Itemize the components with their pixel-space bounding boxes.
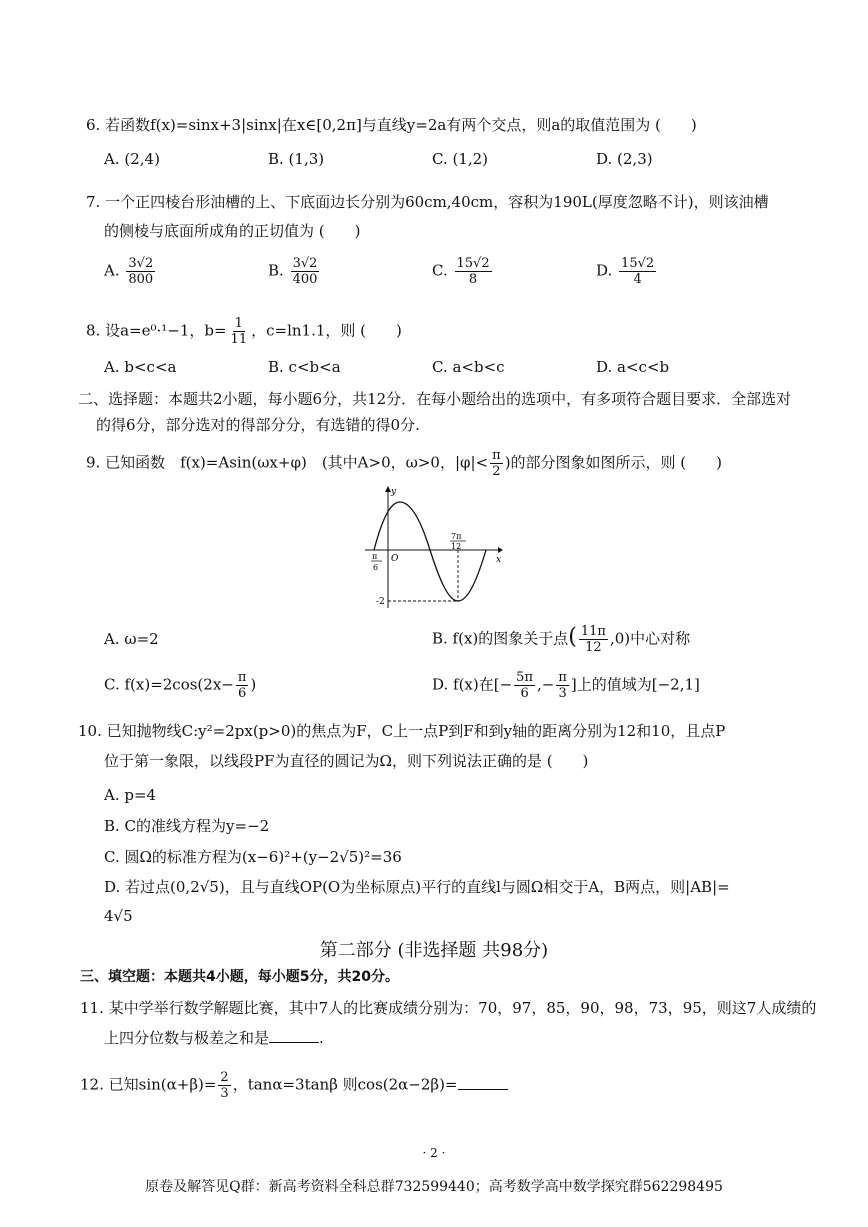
q9-option-c xyxy=(104,670,256,701)
fraction-denominator: 6 xyxy=(237,686,247,701)
q8-stem-part2: ，c=ln1.1，则 ( ) xyxy=(251,321,402,340)
origin-label: O xyxy=(391,554,399,564)
q9-option-d-part2: ]上的值域为[−2,1] xyxy=(570,675,700,694)
q10-option-a: A. p=4 xyxy=(104,786,157,804)
fraction-denominator: 8 xyxy=(468,272,478,287)
q7-option-b xyxy=(268,256,321,287)
q8-stem xyxy=(86,316,402,347)
q9-option-a: A. ω=2 xyxy=(104,630,159,648)
q12-fraction xyxy=(218,1070,230,1101)
q12-answer-blank[interactable] xyxy=(458,1075,508,1090)
footer-qq-groups: 原卷及解答见Q群：新高考资料全科总群732599440；高考数学高中数学探究群562298495 xyxy=(145,1179,723,1195)
fraction-numerator: π xyxy=(492,448,501,463)
right-tick-numerator: 7π xyxy=(451,532,462,541)
fraction-numerator: 15√2 xyxy=(621,256,655,271)
x-axis-arrow xyxy=(498,547,503,553)
left-tick-denominator: 6 xyxy=(373,563,379,572)
right-tick-denominator: 12 xyxy=(451,542,462,551)
fraction-denominator: 3 xyxy=(558,686,567,701)
q9-fraction xyxy=(490,448,503,479)
fraction-numerator: π xyxy=(558,670,567,685)
q9-option-c-fraction xyxy=(236,670,249,701)
x-axis-label: x xyxy=(496,555,502,565)
q11-stem-text: 上四分位数与极差之和是 xyxy=(104,1029,270,1047)
left-tick-numerator: π xyxy=(372,552,378,561)
page-number: · 2 · xyxy=(422,1146,446,1160)
q10-option-d-line1: D. 若过点(0,2√5)，且与直线OP(O为坐标原点)平行的直线l与圆Ω相交于A，B两点，则|AB|= xyxy=(104,878,730,896)
q12-stem xyxy=(80,1070,508,1101)
fraction-denominator: 3 xyxy=(220,1086,229,1101)
part2-title: 第二部分 (非选择题 共98分) xyxy=(319,940,549,961)
q10-option-b: B. C的准线方程为y=−2 xyxy=(104,817,270,835)
q9-stem xyxy=(86,448,722,479)
q6-option-a: A. (2,4) xyxy=(104,150,160,168)
q10-option-c: C. 圆Ω的标准方程为(x−6)²+(y−2√5)²=36 xyxy=(104,848,402,866)
q7-option-a xyxy=(104,256,157,287)
q8-fraction xyxy=(229,316,250,347)
q9-sine-graph xyxy=(360,480,510,615)
sine-curve xyxy=(374,502,486,601)
fraction-numerator: 5π xyxy=(516,670,533,685)
section2-instructions-line1: 二、选择题：本题共2小题，每小题6分，共12分．在每小题给出的选项中，有多项符合题目要求．全部选对 xyxy=(78,390,792,408)
q9-option-d-part1: D. f(x)在[− xyxy=(432,675,513,694)
fraction-numerator: 15√2 xyxy=(456,256,490,271)
q9-option-b-part2: ,0)中心对称 xyxy=(609,629,691,648)
q12-stem-part2: ，tanα=3tanβ 则cos(2α−2β)= xyxy=(232,1075,458,1094)
fraction-numerator: 11π xyxy=(580,624,606,639)
q9-option-c-part2: ) xyxy=(250,675,257,694)
q7-option-a-letter: A. xyxy=(104,261,120,280)
q7-stem-line1: 7. 一个正四棱台形油槽的上、下底面边长分别为60cm,40cm，容积为190L(厚度忽略不计)，则该油槽 xyxy=(86,193,769,211)
q8-option-a: A. b<c<a xyxy=(104,358,177,376)
q6-option-d: D. (2,3) xyxy=(596,150,653,168)
fraction-denominator: 400 xyxy=(292,272,318,287)
q7-option-d-fraction xyxy=(619,256,656,287)
q9-option-d-fraction2 xyxy=(556,670,569,701)
q6-option-b: B. (1,3) xyxy=(268,150,325,168)
q8-option-b: B. c<b<a xyxy=(268,358,341,376)
fraction-denominator: 2 xyxy=(492,464,501,479)
section2-instructions-line2: 的得6分，部分选对的得部分分，有选错的得0分. xyxy=(96,416,420,434)
fraction-denominator: 800 xyxy=(128,272,154,287)
q11-stem-line2 xyxy=(104,1027,324,1049)
fraction-numerator: 3√2 xyxy=(292,256,318,271)
q6-stem: 6. 若函数f(x)=sinx+3|sinx|在x∈[0,2π]与直线y=2a有两个交点，则a的取值范围为 ( ) xyxy=(86,116,697,134)
q12-stem-part1: 12. 已知sin(α+β)= xyxy=(80,1075,217,1094)
q7-stem-line2: 的侧棱与底面所成角的正切值为 ( ) xyxy=(104,222,361,240)
fraction-numerator: π xyxy=(237,670,247,685)
q11-answer-blank[interactable] xyxy=(269,1028,319,1043)
fraction-numerator: 2 xyxy=(220,1070,229,1085)
fraction-denominator: 11 xyxy=(230,332,248,347)
paren-left: ( xyxy=(568,624,577,650)
q8-option-d: D. a<c<b xyxy=(596,358,670,376)
min-value-label: -2 xyxy=(376,597,385,607)
q10-stem-line2: 位于第一象限，以线段PF为直径的圆记为Ω，则下列说法正确的是 ( ) xyxy=(104,752,589,770)
q7-option-b-letter: B. xyxy=(268,261,284,280)
q9-option-d-fraction1 xyxy=(514,670,535,701)
y-axis-label: y xyxy=(391,487,397,497)
fraction-denominator: 12 xyxy=(585,640,602,655)
fraction-numerator: 1 xyxy=(234,316,243,331)
q8-stem-part1: 8. 设a=e⁰·¹−1，b= xyxy=(86,321,227,340)
q10-option-d-line2: 4√5 xyxy=(104,907,133,925)
fraction-denominator: 6 xyxy=(520,686,529,701)
q7-option-c-letter: C. xyxy=(432,261,448,280)
q7-option-b-fraction xyxy=(291,256,320,287)
q11-stem-line1: 11. 某中学举行数学解题比赛，其中7人的比赛成绩分别为：70，97，85，90，98，73，95，则这7人成绩的 xyxy=(80,999,817,1017)
q9-option-b xyxy=(432,624,690,655)
q7-option-a-fraction xyxy=(126,256,155,287)
q9-option-b-fraction xyxy=(579,624,608,655)
fraction-numerator: 3√2 xyxy=(128,256,154,271)
q7-option-d-letter: D. xyxy=(596,261,613,280)
q9-option-c-part1: C. f(x)=2cos(2x− xyxy=(104,675,234,694)
q9-option-d xyxy=(432,670,700,701)
fraction-denominator: 4 xyxy=(633,272,642,287)
section3-instructions: 三、填空题：本题共4小题，每小题5分，共20分。 xyxy=(80,969,399,985)
q9-stem-part2: )的部分图象如图所示，则 ( ) xyxy=(504,453,723,472)
q8-option-c: C. a<b<c xyxy=(432,358,505,376)
q10-stem-line1: 10. 已知抛物线C:y²=2px(p>0)的焦点为F，C上一点P到F和到y轴的距离分别为12和10，且点P xyxy=(78,722,726,740)
q7-option-c xyxy=(432,256,494,287)
q9-stem-part1: 9. 已知函数 f(x)=Asin(ωx+φ) (其中A>0，ω>0，|φ|< xyxy=(86,453,489,472)
q9-option-d-mid: ,− xyxy=(537,675,555,694)
q6-option-c: C. (1,2) xyxy=(432,150,489,168)
period: . xyxy=(319,1029,324,1047)
q7-option-c-fraction xyxy=(455,256,492,287)
q9-option-b-part1: B. f(x)的图象关于点 xyxy=(432,629,569,648)
q7-option-d xyxy=(596,256,658,287)
